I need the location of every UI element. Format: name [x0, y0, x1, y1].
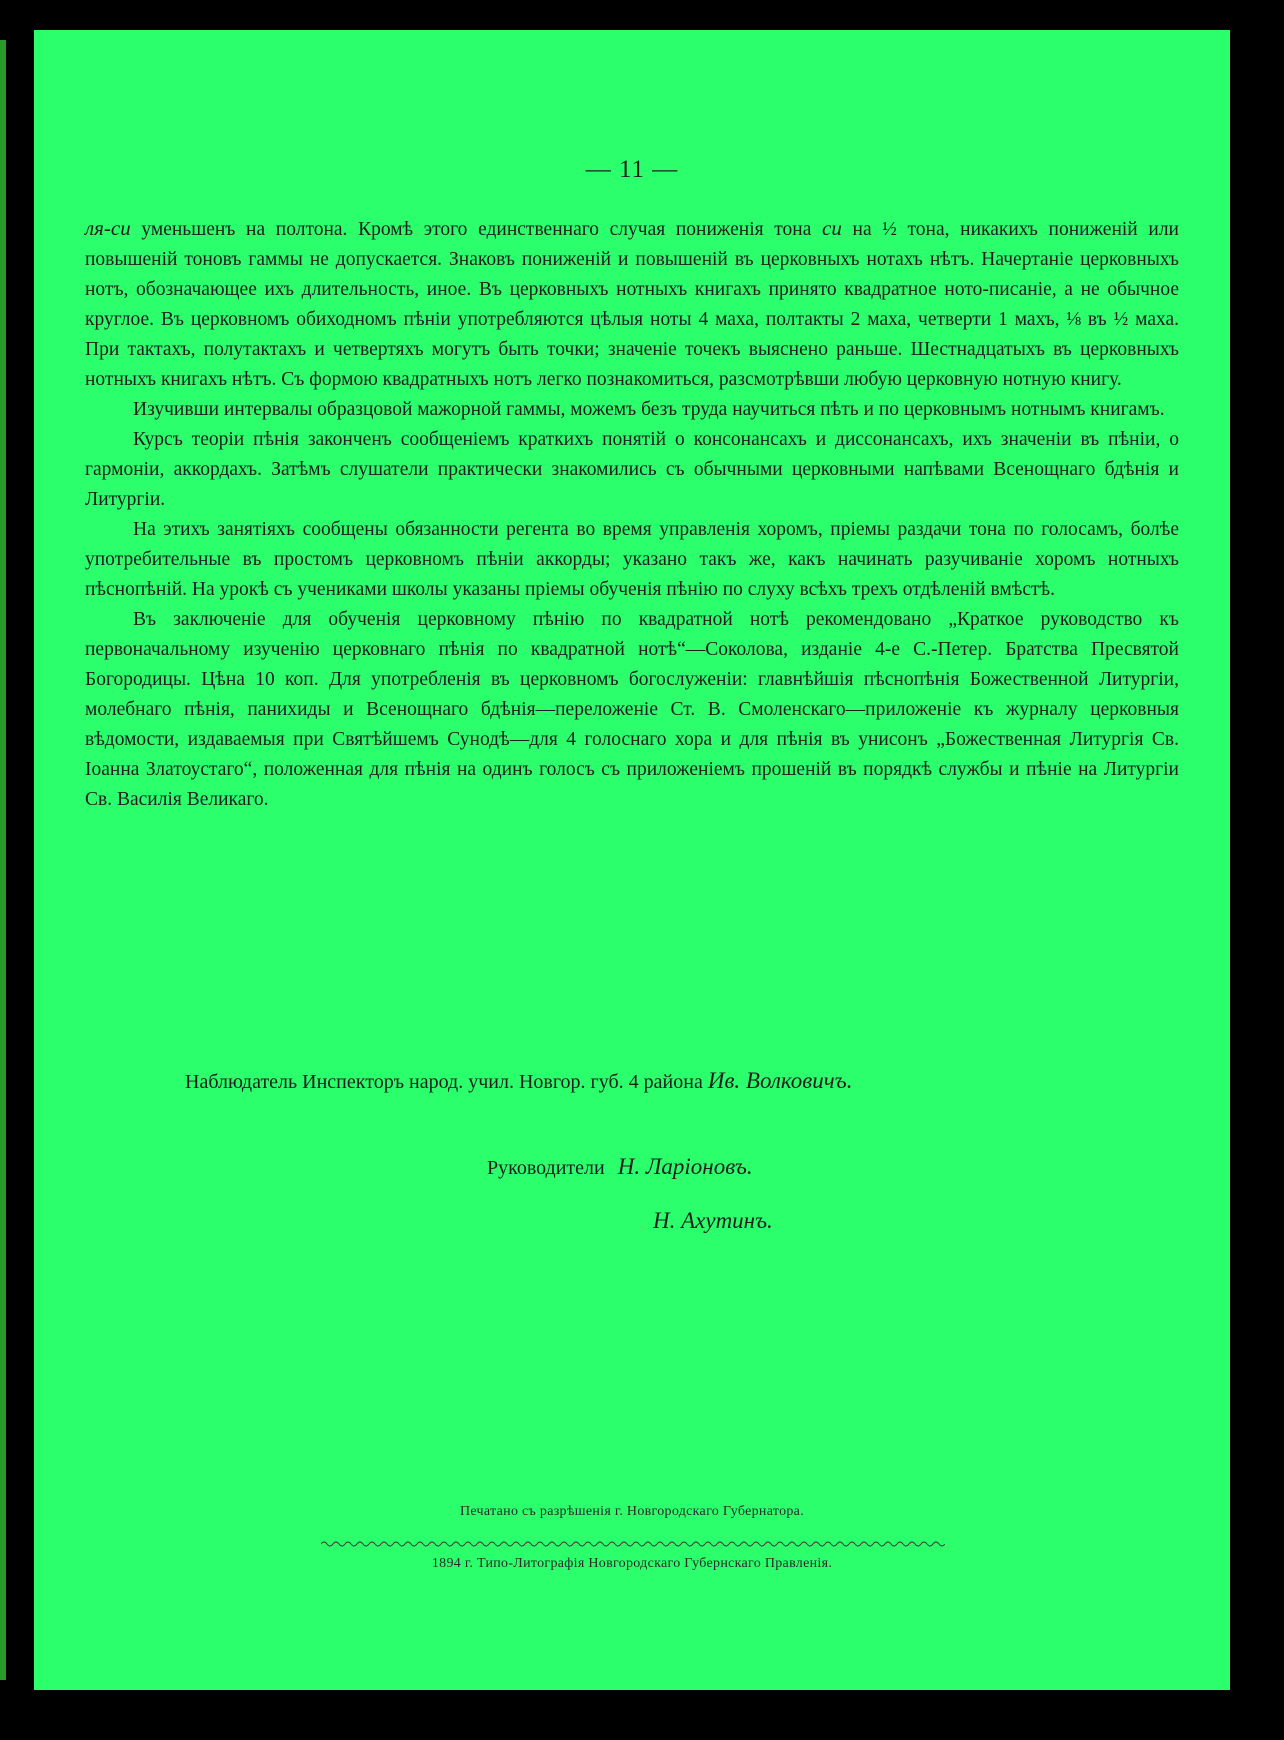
- paragraph-1-italic-b: си: [822, 216, 842, 240]
- paragraph-5: Въ заключеніе для обученія церковному пѣнію по квадратной нотѣ рекомендовано „Краткое руководство къ первоначальному изученію церковнаго пѣнія по квадратной нотѣ“—Соколова, изданіе 4-е С.-Петер. Братства Пресвятой Богородицы. Цѣна 10 коп. Для употребленія въ церковномъ богослуженіи: главнѣйшія пѣснопѣнія Божественной Литургіи, молебнаго пѣнія, панихиды и Всенощнаго бдѣнія—переложеніе Ст. В. Смоленскаго—приложеніе къ журналу церковныя вѣдомости, издаваемыя при Святѣйшемъ Сунодѣ—для 4 голоснаго хора и для пѣнія въ унисонъ „Божественная Литургія Св. Іоанна Златоустаго“, положенная для пѣнія на одинъ голосъ съ приложеніемъ прошеній въ порядкѣ службы и пѣніе на Литургіи Св. Василія Великаго.: [85, 609, 1179, 810]
- body-text: [85, 213, 1179, 815]
- document-page: [34, 30, 1230, 1690]
- leaders-label: Руководители: [487, 1157, 605, 1179]
- paragraph-1-text-a: уменьшенъ на полтона. Кромѣ этого единственнаго случая пониженія тона: [130, 219, 823, 240]
- previous-page-edge: [0, 40, 6, 1680]
- wavy-divider: [321, 1540, 945, 1548]
- observer-label: Наблюдатель Инспекторъ народ. учил. Новгор. губ. 4 района: [185, 1071, 703, 1093]
- paragraph-1: [85, 213, 1179, 395]
- printer-line: 1894 г. Типо-Литографія Новгородскаго Губернскаго Правленія.: [431, 1556, 833, 1571]
- paragraph-4: На этихъ занятіяхъ сообщены обязанности регента во время управленія хоромъ, пріемы раздачи тона по голосамъ, болѣе употребительные въ простомъ церковномъ пѣніи аккорды; указано такъ же, какъ начинать разучиваніе хоромъ нотныхъ пѣснопѣній. На урокѣ съ учениками школы указаны пріемы обученія пѣнію по слуху всѣхъ трехъ отдѣленій вмѣстѣ.: [85, 519, 1179, 600]
- leader-1-name: Н. Ларіоновъ.: [617, 1154, 753, 1179]
- leaders-signature-line: [487, 1154, 753, 1180]
- paragraph-3: Курсъ теоріи пѣнія законченъ сообщеніемъ краткихъ понятій о консонансахъ и диссонансахъ, ихъ значеніи въ пѣніи, о гармоніи, аккордахъ. Затѣмъ слушатели практически знакомились съ обычными церковными напѣвами Всенощнаго бдѣнія и Литургіи.: [85, 429, 1179, 510]
- observer-signature-line: [185, 1068, 852, 1094]
- printing-permission: Печатано съ разрѣшенія г. Новгородскаго Губернатора.: [459, 1504, 804, 1519]
- paragraph-1-lead-italic: ля-си: [85, 216, 131, 240]
- leader-2-line: [653, 1208, 773, 1234]
- observer-name: Ив. Волковичъ.: [707, 1068, 853, 1093]
- page-number: — 11 —: [585, 156, 679, 183]
- leader-2-name: Н. Ахутинъ.: [653, 1208, 773, 1233]
- paragraph-1-text-b: на ½ тона, никакихъ пониженій или повышеній тоновъ гаммы не допускается. Знаковъ пониженій и повышеній въ церковныхъ нотахъ нѣтъ. Начертаніе церковныхъ нотъ, обозначающее ихъ длительность, иное. Въ церковныхъ нотныхъ книгахъ принято квадратное ното-писаніе, а не обычное круглое. Въ церковномъ обиходномъ пѣніи употребляются цѣлыя ноты 4 маха, полтакты 2 маха, четверти 1 махъ, ⅛ въ ½ маха. При тактахъ, полутактахъ и четвертяхъ могутъ быть точки; значеніе точекъ выяснено раньше. Шестнадцатыхъ въ церковныхъ нотныхъ книгахъ нѣтъ. Съ формою квадратныхъ нотъ легко познакомиться, разсмотрѣвши любую церковную нотную книгу.: [85, 219, 1179, 390]
- paragraph-2: Изучивши интервалы образцовой мажорной гаммы, можемъ безъ труда научиться пѣть и по церковнымъ нотнымъ книгамъ.: [133, 399, 1165, 420]
